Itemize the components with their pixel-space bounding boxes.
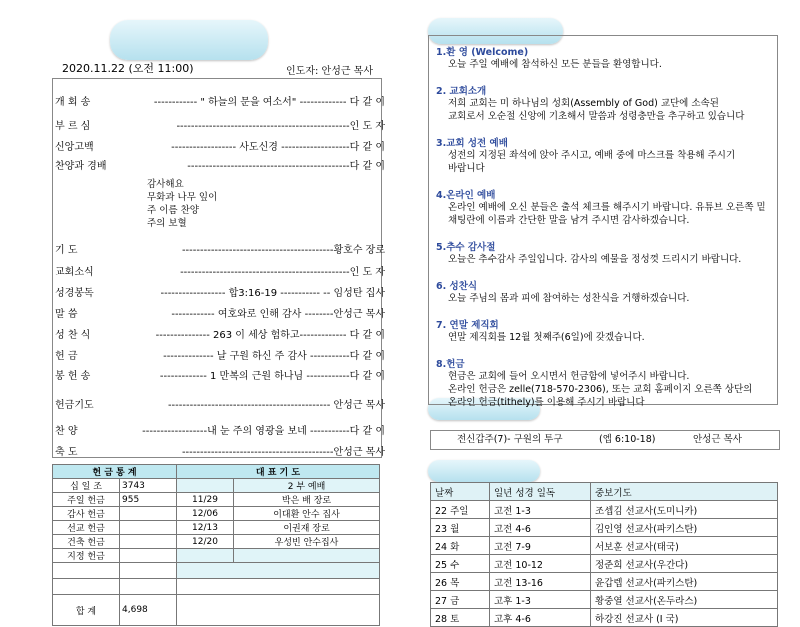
title-banner-left bbox=[110, 20, 268, 60]
worship-order-label: 찬양과 경배 bbox=[55, 161, 107, 172]
offering-row bbox=[53, 521, 380, 535]
prayer-date: 11/29 bbox=[177, 493, 234, 507]
early-service-preacher: 안성근 목사 bbox=[693, 434, 742, 445]
worship-order-content: -----------------------------------------------인 도 자 bbox=[180, 267, 385, 278]
worship-order-label: 개 회 송 bbox=[55, 97, 91, 108]
worship-order-label: 축 도 bbox=[55, 447, 78, 458]
praise-song: 무화과 나무 잎이 bbox=[147, 192, 218, 203]
schedule-row bbox=[431, 555, 778, 573]
worship-order-content: ------------------------------------------안성근 목사 bbox=[181, 447, 385, 458]
worship-order-label: 성경봉독 bbox=[55, 288, 94, 299]
schedule-reading: 고전 4-6 bbox=[490, 519, 591, 537]
schedule-reading: 고전 13-16 bbox=[490, 573, 591, 591]
schedule-day: 22 주일 bbox=[431, 501, 490, 519]
offering-row bbox=[53, 535, 380, 549]
offering-amount bbox=[120, 549, 177, 563]
prayer-person: 이대환 안수 집사 bbox=[234, 507, 380, 521]
early-service-strip bbox=[430, 430, 780, 450]
notice-section bbox=[436, 187, 772, 227]
worship-order-content: ------------------ 사도신경 -------------------다 같 이 bbox=[171, 142, 385, 153]
worship-order-item bbox=[55, 399, 385, 413]
notice-section bbox=[436, 44, 772, 71]
schedule-header: 날짜 bbox=[431, 483, 490, 501]
early-service-text: 전신갑주(7)- 구원의 투구 bbox=[457, 434, 563, 445]
prayer-date bbox=[177, 549, 234, 563]
worship-order-label: 말 씀 bbox=[55, 309, 78, 320]
notice-line: 온라인 헌금(tithely)를 이용해 주시기 바랍니다 bbox=[448, 397, 645, 408]
notice-section bbox=[436, 317, 772, 344]
schedule-row bbox=[431, 519, 778, 537]
notice-line: 현금은 교회에 들어 오시면서 헌금함에 넣어주시 바랍니다. bbox=[448, 371, 690, 382]
schedule-row bbox=[431, 537, 778, 555]
offering-amount: 3743 bbox=[120, 479, 177, 493]
worship-order-content: ------------------내 눈 주의 영광을 보네 -----------다 같 이 bbox=[142, 426, 385, 437]
offering-name: 선교 헌금 bbox=[53, 521, 120, 535]
worship-order-item bbox=[55, 287, 385, 301]
worship-order-label: 부 르 심 bbox=[55, 121, 91, 132]
offering-row bbox=[53, 507, 380, 521]
offering-name: 주일 헌금 bbox=[53, 493, 120, 507]
worship-order-content: ---------------------------------------------다 같 이 bbox=[187, 161, 385, 172]
schedule-reading: 고전 10-12 bbox=[490, 555, 591, 573]
notice-title: 3.교회 성전 예배 bbox=[436, 138, 508, 149]
worship-order-item bbox=[55, 308, 385, 322]
worship-order-label: 신앙고백 bbox=[55, 142, 94, 153]
notice-title: 5.추수 감사절 bbox=[436, 242, 496, 253]
offering-amount bbox=[120, 507, 177, 521]
praise-song: 감사해요 bbox=[147, 179, 184, 190]
worship-order-label: 교회소식 bbox=[55, 267, 94, 278]
prayer-person: 박은 배 장로 bbox=[234, 493, 380, 507]
worship-order-content: ------------------------------------------------인 도 자 bbox=[176, 121, 385, 132]
notice-line: 연말 제직회를 12월 첫째주(6일)에 갖겠습니다. bbox=[448, 332, 645, 343]
schedule-reading: 고후 4-6 bbox=[490, 609, 591, 627]
offering-total-label: 합 계 bbox=[53, 595, 120, 626]
offering-stats-header: 헌 금 통 계 bbox=[53, 465, 177, 479]
prayer-date: 12/20 bbox=[177, 535, 234, 549]
worship-order-item bbox=[55, 96, 385, 110]
notice-section bbox=[436, 239, 772, 266]
worship-order-label: 찬 양 bbox=[55, 426, 78, 437]
offering-amount: 955 bbox=[120, 493, 177, 507]
schedule-reading: 고후 1-3 bbox=[490, 591, 591, 609]
worship-order-content: ------------------------------------------황호수 장로 bbox=[181, 245, 385, 256]
notice-line: 오늘 주일 예배에 참석하신 모든 분들을 환영합니다. bbox=[448, 59, 662, 70]
notice-line: 온라인 헌금은 zelle(718-570-2306), 또는 교회 홈페이지 오른쪽 상단의 bbox=[448, 384, 753, 395]
worship-order-label: 헌금기도 bbox=[55, 400, 94, 411]
service-leader: 인도자: 안성근 목사 bbox=[286, 66, 374, 77]
schedule-prayer: 김인영 선교사(파키스탄) bbox=[591, 519, 778, 537]
schedule-prayer: 서보훈 선교사(태국) bbox=[591, 537, 778, 555]
worship-order-item bbox=[55, 350, 385, 364]
notice-title: 2. 교회소개 bbox=[436, 86, 487, 97]
notice-section bbox=[436, 135, 772, 175]
worship-order-item bbox=[55, 266, 385, 280]
schedule-day: 25 수 bbox=[431, 555, 490, 573]
prayer-person: 우성빈 안수집사 bbox=[234, 535, 380, 549]
notice-title: 7. 연말 제직회 bbox=[436, 320, 499, 331]
prayer-date bbox=[177, 479, 234, 493]
notice-title: 1.환 영 (Welcome) bbox=[436, 47, 529, 58]
offering-row bbox=[53, 479, 380, 493]
offering-amount bbox=[120, 521, 177, 535]
offering-row bbox=[53, 493, 380, 507]
worship-order-item bbox=[55, 120, 385, 134]
worship-order-label: 기 도 bbox=[55, 245, 78, 256]
offering-name: 감사 헌금 bbox=[53, 507, 120, 521]
prayer-date: 12/06 bbox=[177, 507, 234, 521]
schedule-prayer: 정준희 선교사(우간다) bbox=[591, 555, 778, 573]
schedule-day: 26 목 bbox=[431, 573, 490, 591]
title-banner-right-bottom bbox=[428, 460, 540, 482]
schedule-day: 24 화 bbox=[431, 537, 490, 555]
prayer-person: 이권재 장로 bbox=[234, 521, 380, 535]
worship-order-content: --------------- 263 이 세상 험하고------------- 다 같 이 bbox=[155, 330, 385, 341]
schedule-row bbox=[431, 501, 778, 519]
worship-order-item bbox=[55, 446, 385, 460]
worship-order-content: ------------- 1 만복의 근원 하나님 ------------다 같 이 bbox=[159, 371, 385, 382]
praise-song-list bbox=[147, 178, 217, 230]
offering-name: 건축 헌금 bbox=[53, 535, 120, 549]
notice-line: 오늘은 추수감사 주일입니다. 감사의 예물을 정성껏 드리시기 바랍니다. bbox=[448, 254, 742, 265]
notice-title: 4.온라인 예배 bbox=[436, 190, 496, 201]
worship-order-label: 성 찬 식 bbox=[55, 330, 91, 341]
notice-line: 저희 교회는 미 하나님의 성회(Assembly of God) 교단에 소속된 bbox=[448, 98, 719, 109]
offering-amount bbox=[120, 535, 177, 549]
prayer-date: 12/13 bbox=[177, 521, 234, 535]
schedule-header: 중보기도 bbox=[591, 483, 778, 501]
worship-order-content: ------------ 여호와로 인해 감사 --------안성근 목사 bbox=[171, 309, 385, 320]
offering-total-amount: 4,698 bbox=[120, 595, 177, 626]
worship-order-content: --------------------------------------------- 안성근 목사 bbox=[167, 400, 385, 411]
worship-order-item bbox=[55, 329, 385, 343]
praise-song: 주 이름 찬양 bbox=[147, 205, 199, 216]
schedule-day: 23 월 bbox=[431, 519, 490, 537]
worship-order-label: 봉 헌 송 bbox=[55, 371, 91, 382]
worship-order-content: ------------------ 합3:16-19 ----------- -- 임성탄 집사 bbox=[160, 288, 385, 299]
offering-table bbox=[52, 464, 380, 626]
worship-order-item bbox=[55, 160, 385, 174]
worship-order-content: ------------ " 하늘의 문을 여소서" ------------- 다 같 이 bbox=[153, 97, 385, 108]
worship-order-item bbox=[55, 370, 385, 384]
offering-row bbox=[53, 549, 380, 563]
worship-order-item bbox=[55, 244, 385, 258]
service-date: 2020.11.22 (오전 11:00) bbox=[62, 62, 194, 75]
schedule-row bbox=[431, 609, 778, 627]
offering-name: 지정 헌금 bbox=[53, 549, 120, 563]
notice-title: 6. 성찬식 bbox=[436, 281, 478, 292]
schedule-row bbox=[431, 573, 778, 591]
weekly-schedule-table bbox=[430, 482, 778, 627]
schedule-prayer: 하강진 선교사 (I 국) bbox=[591, 609, 778, 627]
worship-order-item bbox=[55, 425, 385, 439]
notice-line: 성전의 지정된 좌석에 앉아 주시고, 예배 중에 마스크를 착용해 주시기 bbox=[448, 150, 736, 161]
notice-line: 교회로서 오순절 신앙에 기초해서 말씀과 성령충만을 추구하고 있습니다 bbox=[448, 111, 745, 122]
notice-line: 온라인 예배에 오신 분들은 출석 체크를 해주시기 바랍니다. 유튜브 오른쪽 밑 bbox=[448, 202, 766, 213]
notice-title: 8.헌금 bbox=[436, 359, 465, 370]
schedule-day: 28 토 bbox=[431, 609, 490, 627]
notice-section bbox=[436, 356, 772, 409]
offering-name: 십 일 조 bbox=[53, 479, 120, 493]
prayer-person bbox=[234, 549, 380, 563]
notice-line: 채팅란에 이름과 간단한 말을 남겨 주시면 감사하겠습니다. bbox=[448, 215, 690, 226]
notice-line: 오늘 주님의 몸과 피에 참여하는 성찬식을 거행하겠습니다. bbox=[448, 293, 690, 304]
prayer-person: 2 부 예배 bbox=[234, 479, 380, 493]
schedule-prayer: 조셉김 선교사(도미니카) bbox=[591, 501, 778, 519]
notice-section bbox=[436, 83, 772, 123]
notices-list bbox=[436, 44, 772, 409]
early-service-ref: (엡 6:10-18) bbox=[599, 434, 656, 445]
schedule-row bbox=[431, 591, 778, 609]
schedule-reading: 고전 1-3 bbox=[490, 501, 591, 519]
schedule-day: 27 금 bbox=[431, 591, 490, 609]
representative-prayer-header: 대 표 기 도 bbox=[177, 465, 380, 479]
schedule-prayer: 황중열 선교사(온두라스) bbox=[591, 591, 778, 609]
worship-order-label: 헌 금 bbox=[55, 351, 78, 362]
worship-order-item bbox=[55, 141, 385, 155]
worship-order-content: -------------- 날 구원 하신 주 감사 -----------다 같 이 bbox=[163, 351, 385, 362]
notice-line: 바랍니다 bbox=[448, 163, 485, 174]
schedule-reading: 고전 7-9 bbox=[490, 537, 591, 555]
praise-song: 주의 보혈 bbox=[147, 218, 187, 229]
schedule-header: 일년 성경 일독 bbox=[490, 483, 591, 501]
notice-section bbox=[436, 278, 772, 305]
schedule-prayer: 윤갑렙 선교사(파키스탄) bbox=[591, 573, 778, 591]
